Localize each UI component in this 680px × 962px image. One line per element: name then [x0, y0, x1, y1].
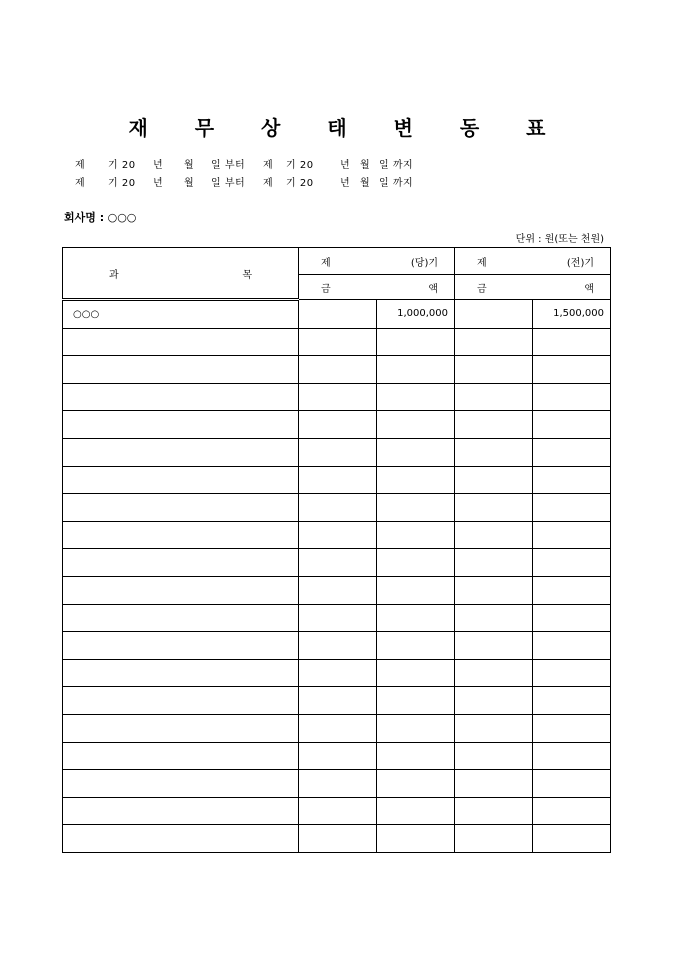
period-term-label: 제 [75, 160, 86, 171]
period-year-label: 년 [153, 178, 164, 189]
current-amount-cell-b[interactable] [377, 797, 455, 825]
prior-amount-cell-a[interactable] [455, 576, 533, 604]
period-year: 기 20 [108, 178, 136, 189]
current-amount-cell-a[interactable] [299, 466, 377, 494]
prior-period-suffix: (전)기 [566, 257, 595, 269]
subject-cell[interactable] [63, 714, 299, 742]
prior-amount-cell-b[interactable]: 1,500,000 [533, 300, 611, 329]
company-line [64, 209, 136, 225]
subject-cell[interactable] [63, 466, 299, 494]
current-amount-cell-a[interactable] [299, 383, 377, 411]
subject-cell[interactable] [63, 659, 299, 687]
header-row-period [63, 248, 611, 275]
prior-amount-cell-a[interactable] [455, 632, 533, 660]
current-amount-cell-b[interactable] [377, 742, 455, 770]
table-row [63, 411, 611, 439]
prior-amount-cell-b[interactable] [533, 742, 611, 770]
prior-amount-cell-a[interactable] [455, 356, 533, 384]
prior-amount-cell-a[interactable] [455, 438, 533, 466]
current-amount-cell-b[interactable]: 1,000,000 [377, 300, 455, 329]
prior-amount-cell-a[interactable] [455, 687, 533, 715]
period-month-label: 월 [360, 160, 371, 171]
subject-header-right: 목 [242, 269, 252, 281]
page-title: 재 무 상 태 변 동 표 [128, 116, 566, 140]
table-row [63, 659, 611, 687]
table-row [63, 494, 611, 522]
table-row [63, 742, 611, 770]
prior-amount-cell-b[interactable] [533, 383, 611, 411]
prior-amount-cell-b[interactable] [533, 411, 611, 439]
table-row [63, 549, 611, 577]
prior-amount-cell-a[interactable] [455, 604, 533, 632]
subject-cell[interactable] [63, 438, 299, 466]
statement-table [62, 247, 611, 853]
prior-amount-cell-b[interactable] [533, 438, 611, 466]
prior-amount-cell-a[interactable] [455, 521, 533, 549]
current-amount-cell-a[interactable] [299, 632, 377, 660]
current-amount-cell-b[interactable] [377, 438, 455, 466]
table-row [63, 687, 611, 715]
period-year: 기 20 [286, 160, 314, 171]
period-month-label: 월 [360, 178, 371, 189]
table-row [63, 521, 611, 549]
company-name: ○○○ [107, 211, 137, 224]
period-year-label: 년 [340, 160, 351, 171]
table-row [63, 383, 611, 411]
current-amount-cell-a[interactable] [299, 714, 377, 742]
period-year: 기 20 [108, 160, 136, 171]
prior-amount-cell-b[interactable] [533, 770, 611, 798]
table-row [63, 576, 611, 604]
subject-cell[interactable] [63, 576, 299, 604]
subject-cell[interactable] [63, 632, 299, 660]
prior-amount-cell-b[interactable] [533, 521, 611, 549]
subject-header [63, 248, 299, 300]
current-amount-cell-b[interactable] [377, 576, 455, 604]
period-year-label: 년 [340, 178, 351, 189]
prior-amount-header [455, 275, 611, 300]
current-amount-cell-a[interactable] [299, 411, 377, 439]
subject-cell[interactable] [63, 356, 299, 384]
period-day-from: 일 부터 [211, 178, 246, 189]
current-amount-cell-b[interactable] [377, 411, 455, 439]
prior-amount-cell-b[interactable] [533, 714, 611, 742]
current-amount-cell-a[interactable] [299, 576, 377, 604]
period-term-label: 제 [263, 178, 274, 189]
current-amount-cell-b[interactable] [377, 383, 455, 411]
amount-label-left: 금 [321, 283, 331, 295]
current-amount-cell-a[interactable] [299, 770, 377, 798]
current-amount-cell-b[interactable] [377, 659, 455, 687]
prior-amount-cell-a[interactable] [455, 825, 533, 853]
table-row [63, 632, 611, 660]
table-row [63, 604, 611, 632]
current-amount-cell-b[interactable] [377, 494, 455, 522]
subject-cell[interactable] [63, 411, 299, 439]
current-amount-cell-a[interactable] [299, 604, 377, 632]
period-year-label: 년 [153, 160, 164, 171]
current-period-prefix: 제 [321, 257, 331, 269]
prior-amount-cell-b[interactable] [533, 576, 611, 604]
prior-amount-cell-b[interactable] [533, 328, 611, 356]
current-amount-cell-b[interactable] [377, 687, 455, 715]
current-amount-cell-a[interactable] [299, 549, 377, 577]
prior-period-prefix: 제 [477, 257, 487, 269]
current-period-header [299, 248, 455, 275]
period-day-to: 일 까지 [379, 160, 414, 171]
table-row [63, 825, 611, 853]
prior-period-header [455, 248, 611, 275]
period-term-label: 제 [263, 160, 274, 171]
subject-cell[interactable] [63, 825, 299, 853]
period-month-label: 월 [184, 178, 195, 189]
current-amount-cell-a[interactable] [299, 825, 377, 853]
prior-amount-cell-a[interactable] [455, 300, 533, 329]
current-amount-cell-a[interactable] [299, 687, 377, 715]
current-amount-cell-a[interactable] [299, 328, 377, 356]
unit-note: 단위 : 원(또는 천원) [515, 234, 604, 245]
table-row [63, 328, 611, 356]
subject-cell[interactable] [63, 742, 299, 770]
prior-amount-cell-a[interactable] [455, 411, 533, 439]
prior-amount-cell-b[interactable] [533, 466, 611, 494]
prior-amount-cell-a[interactable] [455, 383, 533, 411]
period-day-to: 일 까지 [379, 178, 414, 189]
current-amount-cell-b[interactable] [377, 466, 455, 494]
prior-amount-cell-b[interactable] [533, 494, 611, 522]
table-row [63, 797, 611, 825]
table-row [63, 300, 611, 329]
table-row [63, 356, 611, 384]
prior-amount-cell-a[interactable] [455, 549, 533, 577]
prior-amount-cell-a[interactable] [455, 797, 533, 825]
period-term-label: 제 [75, 178, 86, 189]
current-amount-cell-a[interactable] [299, 356, 377, 384]
subject-cell[interactable]: ○○○ [63, 300, 299, 329]
prior-amount-cell-b[interactable] [533, 825, 611, 853]
amount-label-right: 액 [428, 283, 439, 295]
prior-amount-cell-a[interactable] [455, 466, 533, 494]
prior-amount-cell-a[interactable] [455, 494, 533, 522]
current-amount-cell-a[interactable] [299, 300, 377, 329]
current-amount-cell-b[interactable] [377, 549, 455, 577]
company-label: 회사명 : [64, 211, 105, 224]
prior-amount-cell-b[interactable] [533, 797, 611, 825]
table-row [63, 438, 611, 466]
current-amount-cell-a[interactable] [299, 521, 377, 549]
table-body [63, 300, 611, 853]
period-year: 기 20 [286, 178, 314, 189]
prior-amount-cell-b[interactable] [533, 604, 611, 632]
prior-amount-cell-b[interactable] [533, 549, 611, 577]
current-amount-cell-b[interactable] [377, 714, 455, 742]
period-day-from: 일 부터 [211, 160, 246, 171]
current-amount-cell-b[interactable] [377, 632, 455, 660]
current-amount-cell-b[interactable] [377, 604, 455, 632]
current-amount-cell-a[interactable] [299, 797, 377, 825]
period-line-2 [75, 174, 413, 189]
current-amount-header [299, 275, 455, 300]
current-amount-cell-b[interactable] [377, 328, 455, 356]
amount-label-left: 금 [477, 283, 487, 295]
subject-header-left: 과 [109, 269, 119, 281]
current-period-suffix: (당)기 [410, 257, 439, 269]
prior-amount-cell-b[interactable] [533, 632, 611, 660]
table-row [63, 714, 611, 742]
current-amount-cell-a[interactable] [299, 438, 377, 466]
prior-amount-cell-a[interactable] [455, 328, 533, 356]
current-amount-cell-b[interactable] [377, 825, 455, 853]
subject-cell[interactable] [63, 521, 299, 549]
prior-amount-cell-a[interactable] [455, 742, 533, 770]
period-line-1 [75, 156, 413, 171]
current-amount-cell-b[interactable] [377, 521, 455, 549]
subject-cell[interactable] [63, 328, 299, 356]
subject-cell[interactable] [63, 797, 299, 825]
prior-amount-cell-a[interactable] [455, 659, 533, 687]
prior-amount-cell-b[interactable] [533, 687, 611, 715]
subject-cell[interactable] [63, 604, 299, 632]
table-row [63, 466, 611, 494]
current-amount-cell-a[interactable] [299, 659, 377, 687]
subject-cell[interactable] [63, 383, 299, 411]
subject-cell[interactable] [63, 770, 299, 798]
subject-cell[interactable] [63, 494, 299, 522]
period-month-label: 월 [184, 160, 195, 171]
prior-amount-cell-a[interactable] [455, 714, 533, 742]
subject-cell[interactable] [63, 687, 299, 715]
prior-amount-cell-a[interactable] [455, 770, 533, 798]
prior-amount-cell-b[interactable] [533, 356, 611, 384]
current-amount-cell-a[interactable] [299, 742, 377, 770]
table-row [63, 770, 611, 798]
current-amount-cell-b[interactable] [377, 770, 455, 798]
prior-amount-cell-b[interactable] [533, 659, 611, 687]
amount-label-right: 액 [584, 283, 595, 295]
current-amount-cell-a[interactable] [299, 494, 377, 522]
subject-cell[interactable] [63, 549, 299, 577]
current-amount-cell-b[interactable] [377, 356, 455, 384]
